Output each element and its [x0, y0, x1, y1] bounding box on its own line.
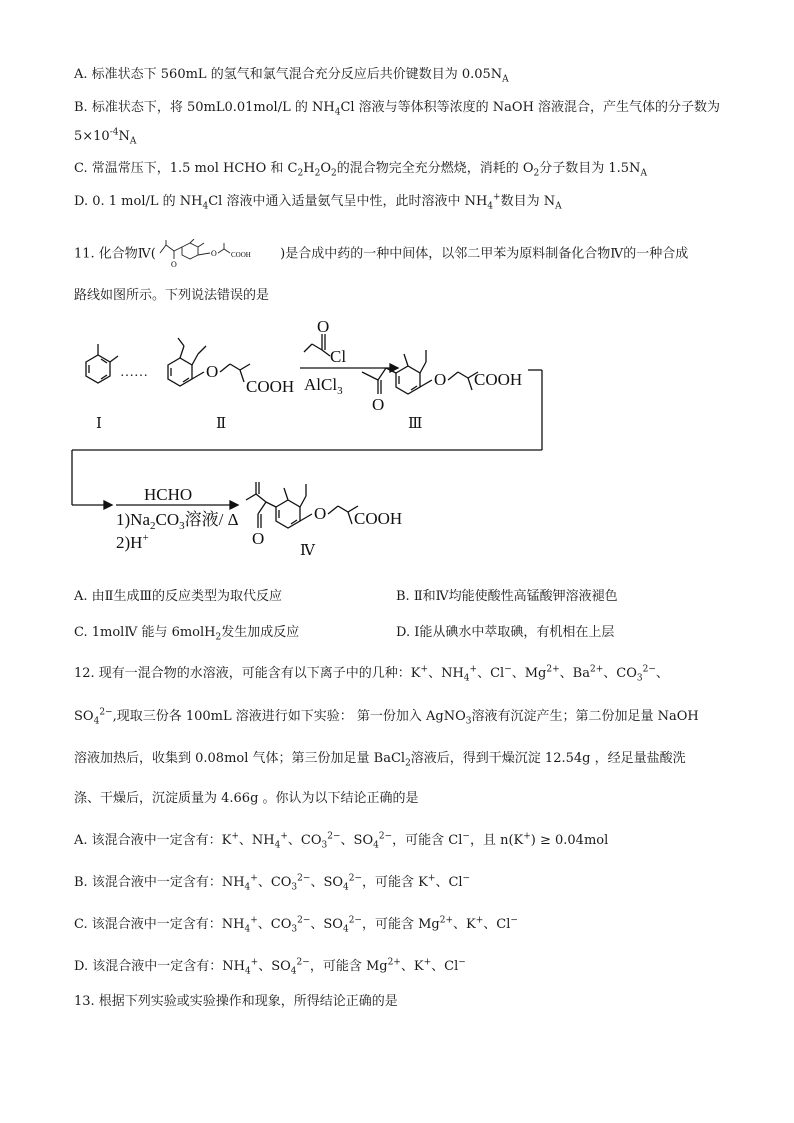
reagent-o: O	[317, 317, 330, 336]
q10-option-c: C. 常温常压下，1.5 mol HCHO 和 $C_2H_2O_2$的混合物完全充分燃烧，消耗的 $O_2$分子数目为 $1.5N_A$	[74, 161, 647, 179]
svg-text:O: O	[171, 260, 177, 269]
q12-stem-line3: 溶液加热后，收集到 0.08mol 气体；第三份加足量 BaCl$_2$溶液后，得到干燥沉淀 12.54g ，经足量盐酸洗	[74, 751, 686, 769]
q10-option-c-text-b: 的混合物完全充分燃烧，消耗的 O	[336, 161, 534, 176]
q11-option-c: C. 1molⅣ 能与 6molH$_2$发生加成反应	[74, 625, 300, 643]
compound-ii-cooh: COOH	[246, 377, 295, 396]
q12-stem-text4: 涤、干燥后，沉淀质量为 4.66g 。你认为以下结论正确的是	[74, 791, 419, 806]
q10-option-a-text: A. 标准状态下 560mL 的氢气和氯气混合充分反应后共价键数目为 0.05N	[74, 67, 503, 82]
q10-option-b-text2b: N	[118, 129, 130, 144]
q12-stem-line1: 12. 现有一混合物的水溶液，可能含有以下离子中的几种：K+、$NH_4^+$、Cl−、$Mg^{2+}$、$Ba^{2+}$、$CO_3^{2-}$、	[74, 664, 669, 684]
q12-option-d-text-b: ，可能含 Mg	[309, 959, 388, 974]
q11-option-d-text: D. Ⅰ能从碘水中萃取碘，有机相在上层	[396, 625, 615, 640]
q12-option-b-text-b: ，可能含 K	[362, 875, 428, 890]
q11-reaction-scheme	[60, 310, 660, 560]
label-compound-iii: Ⅲ	[408, 416, 423, 432]
compound-iv-o: O	[314, 504, 327, 523]
compound-iv-cooh: COOH	[354, 509, 403, 528]
q12-option-d: D. 该混合液中一定含有：$NH_4^+$、$SO_4^{2-}$，可能含 $Mg^{2+}$、K+、Cl−	[74, 957, 466, 977]
q12-option-a-text-d: ) ≥ 0.04mol	[530, 833, 609, 848]
q12-option-d-text: D. 该混合液中一定含有：NH	[74, 959, 245, 974]
q10-option-c-text-c: 分子数目为 1.5N	[539, 161, 641, 176]
compound-iii-o-ketone: O	[372, 395, 385, 414]
q12-option-a-text: A. 该混合液中一定含有：K	[74, 833, 232, 848]
q12-stem-line4	[74, 790, 419, 808]
q10-option-d-text: D. 0. 1 mol/L 的 NH	[74, 194, 203, 209]
svg-text:COOH: COOH	[231, 251, 251, 259]
q11-option-b	[396, 588, 618, 606]
alcl3-label: AlCl$_3$	[304, 375, 343, 397]
q11-option-c-text-b: 发生加成反应	[221, 625, 300, 640]
q12-option-c: C. 该混合液中一定含有：$NH_4^+$、$CO_3^{2-}$、$SO_4^{2-}$，可能含 $Mg^{2+}$、K+、Cl−	[74, 915, 518, 935]
q11-stem-text2: 路线如图所示。下列说法错误的是	[74, 288, 270, 303]
q11-stem-part2: )是合成中药的一种中间体，以邻二甲苯为原料制备化合物Ⅳ的一种合成	[280, 246, 689, 262]
q12-option-c-text-b: ，可能含 Mg	[361, 917, 440, 932]
q12-stem-text2c: 溶液有沉淀产生；第二份加足量 NaOH	[471, 709, 699, 724]
q10-option-d-text-c: 数目为 N	[500, 194, 556, 209]
label-compound-i: Ⅰ	[96, 416, 102, 432]
q12-option-b-text: B. 该混合液中一定含有：NH	[74, 875, 245, 890]
q12-option-b: B. 该混合液中一定含有：$NH_4^+$、$CO_3^{2-}$、$SO_4^{2-}$，可能含 K+、Cl−	[74, 873, 471, 893]
q10-option-a	[74, 66, 509, 84]
q12-stem-text3b: 溶液后，得到干燥沉淀 12.54g ，经足量盐酸洗	[410, 751, 686, 766]
q13-stem-text: 13. 根据下列实验或实验操作和现象，所得结论正确的是	[74, 994, 398, 1009]
q11-option-d	[396, 624, 614, 642]
q11-stem-line1	[74, 239, 688, 269]
q12-stem-text2b: ,现取三份各 100mL 溶液进行如下实验： 第一份加入 AgNO	[112, 709, 466, 724]
compound-ii-o: O	[206, 362, 219, 381]
q12-option-a-text-b: ，可能含 Cl	[392, 833, 463, 848]
q13-stem	[74, 993, 398, 1011]
q10-option-b-text1: B. 标准状态下，将 50mL0.01mol/L 的 NH	[74, 100, 335, 115]
q11-option-a-text: A. 由Ⅱ生成Ⅲ的反应类型为取代反应	[74, 589, 283, 604]
q10-option-d: D. 0. 1 mol/L 的 $NH_4Cl$ 溶液中通入适量氨气呈中性，此时溶液中 $NH_4^+$数目为 $N_A$	[74, 192, 562, 212]
q11-option-a	[74, 588, 282, 606]
q11-option-c-text: C. 1molⅣ 能与 6molH	[74, 625, 216, 640]
dots-separator: ……	[120, 365, 148, 380]
hcho-label: HCHO	[144, 485, 193, 504]
q10-option-b-line2: $5\times 10^{-4}N_A$	[74, 127, 137, 147]
q10-option-b-text1b: Cl 溶液与等体积等浓度的 NaOH 溶液混合，产生气体的分子数为	[340, 100, 721, 115]
compound-iv-o-ketone: O	[252, 529, 265, 548]
q12-stem-text3: 溶液加热后，收集到 0.08mol 气体；第三份加足量 BaCl	[74, 751, 406, 766]
q12-stem-text2a: SO	[74, 709, 94, 724]
q12-stem-text1: 12. 现有一混合物的水溶液，可能含有以下离子中的几种：K	[74, 666, 421, 681]
q10-option-a-sub: A	[502, 74, 509, 85]
svg-text:O: O	[211, 249, 217, 258]
reagent-cl: Cl	[330, 347, 347, 366]
q12-stem-line2: $SO_4^{2-}$,现取三份各 100mL 溶液进行如下实验： 第一份加入 AgNO$_3$溶液有沉淀产生；第二份加足量 NaOH	[74, 707, 699, 727]
label-compound-ii: Ⅱ	[216, 416, 227, 432]
q11-stem-line2	[74, 287, 269, 305]
q11-option-b-text: B. Ⅱ和Ⅳ均能使酸性高锰酸钾溶液褪色	[396, 589, 618, 604]
compound-iii-o: O	[434, 370, 447, 389]
q10-option-b-text2: 5×10	[74, 129, 110, 144]
q12-option-c-text: C. 该混合液中一定含有：NH	[74, 917, 245, 932]
q10-option-b-line1: B. 标准状态下，将 50mL0.01mol/L 的 $NH_4Cl$ 溶液与等体积等浓度的 NaOH 溶液混合，产生气体的分子数为	[74, 100, 721, 118]
q12-option-a: A. 该混合液中一定含有：K+、$NH_4^+$、$CO_3^{2-}$、$SO_4^{2-}$，可能含 Cl−，且 n(K+) ≥ 0.04mol	[74, 831, 609, 851]
q11-stem-part1: 11. 化合物Ⅳ(	[74, 246, 156, 262]
q10-option-d-text-b: Cl 溶液中通入适量氨气呈中性，此时溶液中 NH	[208, 194, 488, 209]
condition-1: $1)Na_2CO_3$溶液/ Δ	[116, 510, 239, 532]
q11-inline-structure-iv	[158, 239, 278, 269]
q10-option-b-sup: -4	[109, 127, 119, 138]
q12-option-a-text-c: ，且 n(K	[469, 833, 524, 848]
compound-iii-cooh: COOH	[474, 370, 523, 389]
label-compound-iv: Ⅳ	[300, 543, 315, 559]
q10-option-c-text: C. 常温常压下，1.5 mol HCHO 和 C	[74, 161, 298, 176]
condition-2: 2)H+	[116, 532, 149, 552]
